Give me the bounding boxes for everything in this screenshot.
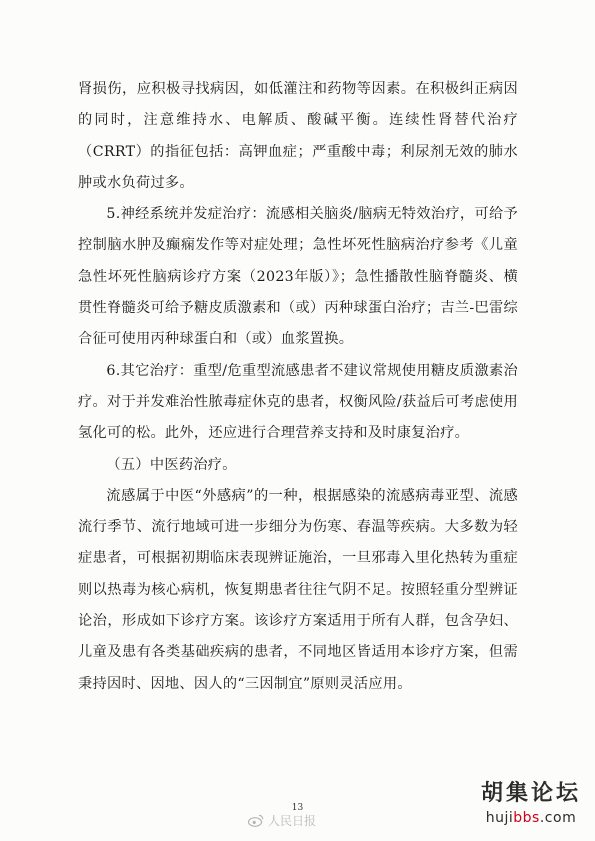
paragraph-other-treatment: 6.其它治疗：重型/危重型流感患者不建议常规使用糖皮质激素治疗。对于并发难治性脓毒症休克的患者，权衡风险/获益后可考虑使用氢化可的松。此外，还应进行合理营养支持和及时康复治疗。 <box>78 362 518 442</box>
paragraph-kidney-injury: 肾损伤，应积极寻找病因，如低灌注和药物等因素。在积极纠正病因的同时，注意维持水、电解质、酸碱平衡。连续性肾替代治疗（CRRT）的指征包括：高钾血症；严重酸中毒；利尿剂无效的肺水肿或水负荷过多。 <box>78 81 518 191</box>
section-heading-tcm: （五）中医药治疗。 <box>106 456 237 473</box>
site-watermark-url <box>481 809 581 827</box>
site-watermark <box>481 779 581 827</box>
paragraph-tcm-description: 流感属于中医“外感病”的一种，根据感染的流感病毒亚型、流感流行季节、流行地域可进一步细分为伤寒、春温等疾病。大多数为轻症患者，可根据初期临床表现辨证施治，一旦邪毒入里化热转为重症则以热毒为核心病机，恢复期患者往往气阴不足。按照轻重分型辨证论治，形成如下诊疗方案。该诊疗方案适用于所有人群，包含孕妇、儿童及患有各类基础疾病的患者，不同地区皆适用本诊疗方案，但需秉持因时、因地、因人的“三因制宜”原则灵活应用。 <box>78 487 518 692</box>
weibo-watermark <box>248 812 316 829</box>
weibo-logo-icon <box>248 814 264 827</box>
site-url-prefix: huji <box>485 810 514 826</box>
paragraph-neurological-treatment: 5.神经系统并发症治疗：流感相关脑炎/脑病无特效治疗，可给予控制脑水肿及癫痫发作等对症处理；急性坏死性脑病治疗参考《儿童急性坏死性脑病诊疗方案（2023年版）》；急性播散性脑脊髓炎、横贯性脊髓炎可给予糖皮质激素和（或）丙种球蛋白治疗；吉兰-巴雷综合征可使用丙种球蛋白和（或）血浆置换。 <box>78 206 518 348</box>
site-url-accent: bbs <box>513 810 540 826</box>
document-body <box>78 74 518 700</box>
site-url-suffix: .com <box>539 810 577 826</box>
page-number: 13 <box>291 803 304 813</box>
site-watermark-title: 胡集论坛 <box>480 781 581 806</box>
weibo-watermark-text: 人民日报 <box>268 814 317 828</box>
